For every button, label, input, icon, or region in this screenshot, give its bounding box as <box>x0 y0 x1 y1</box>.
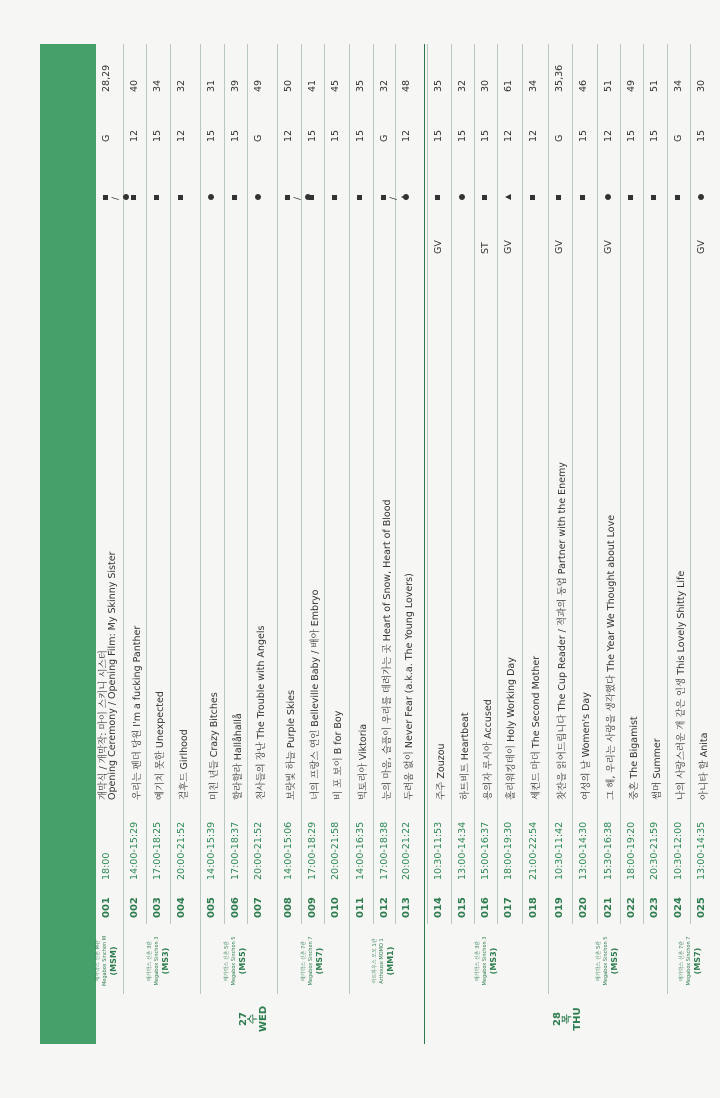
day-day: 27 <box>238 1012 249 1026</box>
rating: G <box>379 134 390 142</box>
screening-code: 025 <box>696 897 707 918</box>
running-time: 13:00-14:34 <box>457 821 468 880</box>
running-time: 18:00 <box>101 852 112 880</box>
subtitle-icons <box>401 194 411 200</box>
running-time: 18:00-19:30 <box>503 821 514 880</box>
running-time: 10:30-11:42 <box>554 821 565 880</box>
event-tag: GV <box>603 240 614 254</box>
page-ref: 34 <box>152 79 163 92</box>
english-subtitle-square-icon <box>651 195 656 200</box>
event-tag: ST <box>480 242 491 254</box>
theater-en: Megabox Sinchon M <box>102 935 108 987</box>
event-tag: GV <box>433 240 444 254</box>
running-time: 17:00-18:25 <box>152 821 163 880</box>
subtitle-icons <box>206 194 216 200</box>
rating: 15 <box>626 129 637 142</box>
row-divider <box>395 44 396 924</box>
page-ref: 41 <box>307 79 318 92</box>
row-divider <box>451 44 452 924</box>
english-subtitle-square-icon <box>285 195 290 200</box>
english-subtitle-square-icon <box>556 195 561 200</box>
english-subtitle-square-icon <box>103 195 108 200</box>
screening-code: 023 <box>649 897 660 918</box>
screening-code: 024 <box>673 897 684 918</box>
page-ref: 49 <box>253 79 264 92</box>
english-subtitle-square-icon <box>435 195 440 200</box>
row-divider <box>349 44 350 924</box>
subtitle-icons <box>696 194 706 200</box>
theater-code: (MS5) <box>237 947 247 975</box>
rating: 12 <box>528 129 539 142</box>
day-divider <box>424 44 425 1044</box>
film-title: 그 해, 우리는 사랑을 생각했다 The Year We Thought about Love <box>606 514 617 800</box>
running-time: 10:30-12:00 <box>673 821 684 880</box>
no-subtitle-triangle-icon <box>505 194 511 200</box>
english-subtitle-square-icon <box>309 195 314 200</box>
page-ref: 32 <box>457 79 468 92</box>
theater-label <box>372 930 396 992</box>
film-title: 빅토리아 Viktoria <box>358 723 369 800</box>
screening-code: 001 <box>101 897 112 918</box>
screening-code: 002 <box>129 897 140 918</box>
running-time: 15:30-16:38 <box>603 821 614 880</box>
screening-code: 010 <box>330 897 341 918</box>
subtitle-icons <box>176 195 186 200</box>
theater-kr: 메가박스 신촌 7관 <box>300 940 307 982</box>
screening-code: 019 <box>554 897 565 918</box>
page-ref: 50 <box>283 79 294 92</box>
rating: G <box>101 134 112 142</box>
event-tag: GV <box>696 240 707 254</box>
row-divider <box>200 44 201 924</box>
film-title: 예기치 못한 Unexpected <box>155 691 166 800</box>
running-time: 14:00-15:06 <box>283 821 294 880</box>
film-title: 여성의 날 Women's Day <box>581 692 592 800</box>
running-time: 13:00-14:35 <box>696 821 707 880</box>
theater-en: Megabox Sinchon 3 <box>153 936 160 986</box>
theater-kr: 메가박스 신촌 M관 <box>95 940 101 982</box>
screening-code: 018 <box>528 897 539 918</box>
subtitle-icons <box>355 195 365 200</box>
film-title: 아니타 할 Anita <box>699 732 710 800</box>
film-title: 너의 프랑스 연인 Belleville Baby / 배아 Embryo <box>310 589 321 800</box>
korean-subtitle-dot-icon <box>698 194 704 200</box>
english-subtitle-square-icon <box>332 195 337 200</box>
screening-code: 015 <box>457 897 468 918</box>
theater-code: (MS5) <box>609 947 619 975</box>
screening-code: 020 <box>578 897 589 918</box>
subtitle-icons <box>307 195 317 200</box>
film-title: 나의 사랑스러운 개 같은 인생 This Lovely Shitty Life <box>676 570 687 800</box>
rating: 12 <box>176 129 187 142</box>
day-weekday: 목 <box>561 1014 573 1024</box>
screening-code: 021 <box>603 897 614 918</box>
theater-en: Megabox Sinchon 5 <box>602 936 609 986</box>
running-time: 20:00-21:52 <box>176 821 187 880</box>
page-ref: 35 <box>433 79 444 92</box>
page-ref: 30 <box>480 79 491 92</box>
english-subtitle-square-icon <box>628 195 633 200</box>
row-divider <box>497 44 498 924</box>
theater-label <box>301 930 325 992</box>
rating: 15 <box>696 129 707 142</box>
rating: 15 <box>457 129 468 142</box>
theater-label <box>224 930 248 992</box>
screening-code: 016 <box>480 897 491 918</box>
english-subtitle-square-icon <box>482 195 487 200</box>
row-divider <box>146 44 147 924</box>
korean-subtitle-dot-icon <box>123 194 129 200</box>
korean-subtitle-dot-icon <box>255 194 261 200</box>
running-time: 21:00-22:54 <box>528 821 539 880</box>
theater-code: (MM1) <box>386 946 395 976</box>
theater-label <box>95 930 119 992</box>
running-time: 20:30-21:59 <box>649 821 660 880</box>
film-title: 비 포 보이 B for Boy <box>333 710 344 800</box>
theater-code: (MS7) <box>692 947 702 975</box>
film-title: 눈의 마음, 슬픔이 우리를 데려가는 곳 Heart of Snow, Heart of Blood <box>382 499 393 800</box>
row-divider <box>548 44 549 924</box>
rating: G <box>253 134 264 142</box>
rating: 12 <box>401 129 412 142</box>
subtitle-icons <box>152 195 162 200</box>
rating: 12 <box>283 129 294 142</box>
rating: 15 <box>152 129 163 142</box>
theater-label <box>147 930 171 992</box>
page-ref: 48 <box>401 79 412 92</box>
day-day: 28 <box>551 1012 563 1026</box>
film-title: 개막식 / 개막작: 마이 스키니 시스터 <box>98 650 109 800</box>
running-time: 14:00-15:29 <box>129 821 140 880</box>
film-title: 미친 년들 Crazy Bitches <box>209 692 220 800</box>
screening-code: 011 <box>355 897 366 918</box>
subtitle-icons <box>503 194 513 200</box>
rating: 15 <box>355 129 366 142</box>
subtitle-icons <box>457 194 467 200</box>
page-ref: 35 <box>355 79 366 92</box>
row-divider <box>690 44 691 924</box>
rating: 15 <box>480 129 491 142</box>
screening-code: 013 <box>401 897 412 918</box>
page-ref: 61 <box>503 79 514 92</box>
row-divider <box>427 44 428 924</box>
event-tag: GV <box>503 240 514 254</box>
row-divider <box>572 44 573 924</box>
film-title-english: Opening Ceremony / Opening Film: My Skinny Sister <box>107 551 118 800</box>
page-ref: 32 <box>379 79 390 92</box>
page-ref: 51 <box>649 79 660 92</box>
day-eng: WED <box>258 1005 269 1032</box>
subtitle-icons <box>230 195 240 200</box>
subtitle-separator: / <box>293 196 303 200</box>
running-time: 14:00-15:39 <box>206 821 217 880</box>
page-ref: 40 <box>129 79 140 92</box>
running-time: 17:00-18:37 <box>230 821 241 880</box>
screening-code: 005 <box>206 897 217 918</box>
subtitle-icons <box>253 194 263 200</box>
theater-code: (MSM) <box>109 946 118 976</box>
screening-code: 008 <box>283 897 294 918</box>
theater-kr: 메가박스 신촌 7관 <box>678 940 685 982</box>
event-tag: GV <box>554 240 565 254</box>
film-title: 하트비트 Heartbeat <box>460 712 471 800</box>
screening-code: 004 <box>176 897 187 918</box>
subtitle-icons <box>480 195 490 200</box>
running-time: 20:00-21:22 <box>401 821 412 880</box>
screening-code: 007 <box>253 897 264 918</box>
day-label <box>239 1006 269 1032</box>
row-divider <box>324 44 325 924</box>
row-divider <box>643 44 644 924</box>
film-title: 썸머 Summer <box>652 738 663 800</box>
theater-kr: 메가박스 신촌 5관 <box>223 940 230 982</box>
korean-subtitle-dot-icon <box>403 194 409 200</box>
theater-code: (MS7) <box>314 947 324 975</box>
english-subtitle-square-icon <box>232 195 237 200</box>
page-ref: 31 <box>206 79 217 92</box>
rating: 15 <box>578 129 589 142</box>
film-title: 중혼 The Bigamist <box>629 716 640 800</box>
subtitle-icons <box>330 195 340 200</box>
screening-code: 009 <box>307 897 318 918</box>
theater-en: Megabox Sinchon 3 <box>481 936 488 986</box>
row-divider <box>620 44 621 924</box>
row-divider <box>667 44 668 924</box>
day-weekday: 수 <box>248 1014 259 1024</box>
running-time: 15:00-16:37 <box>480 821 491 880</box>
theater-label <box>475 930 499 992</box>
subtitle-separator: / <box>111 196 121 200</box>
theater-label <box>596 930 620 992</box>
english-subtitle-square-icon <box>178 195 183 200</box>
theater-en: Megabox Sinchon 7 <box>685 936 692 986</box>
page-ref: 35,36 <box>554 64 565 92</box>
page-ref: 28,29 <box>101 64 112 92</box>
korean-subtitle-dot-icon <box>459 194 465 200</box>
rating: 15 <box>230 129 241 142</box>
subtitle-icons <box>528 195 538 200</box>
page-ref: 30 <box>696 79 707 92</box>
page-ref: 46 <box>578 79 589 92</box>
running-time: 13:00-14:30 <box>578 821 589 880</box>
row-divider <box>301 44 302 924</box>
rating: 15 <box>433 129 444 142</box>
film-title: 우리는 펜더 당원 I'm a fucking Panther <box>132 625 143 800</box>
subtitle-icons <box>101 194 131 200</box>
subtitle-icons <box>554 195 564 200</box>
theater-kr: 메가박스 신촌 5관 <box>595 940 602 982</box>
running-time: 20:00-21:52 <box>253 821 264 880</box>
rating: 15 <box>649 129 660 142</box>
film-title: 세컨드 마더 The Second Mother <box>531 655 542 800</box>
subtitle-icons <box>649 195 659 200</box>
subtitle-icons <box>603 194 613 200</box>
table-header <box>40 44 96 1044</box>
film-title: 홀리워킹데이 Holy Working Day <box>506 657 517 800</box>
film-title: 용의자 루시아 Accused <box>483 699 494 800</box>
film-title: 주주 Zouzou <box>436 743 447 800</box>
page-ref: 49 <box>626 79 637 92</box>
screening-code: 006 <box>230 897 241 918</box>
day-label <box>553 1006 583 1032</box>
running-time: 18:00-19:20 <box>626 821 637 880</box>
film-title: 보랏빛 하늘 Purple Skies <box>286 690 297 800</box>
english-subtitle-square-icon <box>357 195 362 200</box>
screening-code: 022 <box>626 897 637 918</box>
row-divider <box>373 44 374 924</box>
theater-en: Megabox Sinchon 7 <box>307 936 314 986</box>
subtitle-separator: / <box>389 196 399 200</box>
english-subtitle-square-icon <box>580 195 585 200</box>
theater-kr: 아트하우스 모모 1관 <box>372 938 378 984</box>
rating: 12 <box>503 129 514 142</box>
page-ref: 34 <box>528 79 539 92</box>
film-title: 할라할라 Hallåhallå <box>233 713 244 800</box>
theater-code: (MS3) <box>160 947 170 975</box>
row-divider <box>474 44 475 924</box>
page-ref: 32 <box>176 79 187 92</box>
film-title: 두려움 없이 Never Fear (a.k.a. The Young Lovers) <box>404 573 415 800</box>
theater-kr: 메가박스 신촌 3관 <box>146 940 153 982</box>
row-divider <box>170 44 171 924</box>
film-title: 천사들의 장난 The Trouble with Angels <box>256 625 267 800</box>
running-time: 14:00-16:35 <box>355 821 366 880</box>
screening-code: 012 <box>379 897 390 918</box>
row-divider <box>224 44 225 924</box>
theater-label <box>679 930 703 992</box>
day-eng: THU <box>571 1007 583 1031</box>
page-ref: 34 <box>673 79 684 92</box>
rating: G <box>554 134 565 142</box>
english-subtitle-square-icon <box>154 195 159 200</box>
theater-kr: 메가박스 신촌 3관 <box>474 940 481 982</box>
row-divider <box>277 44 278 924</box>
row-divider <box>247 44 248 924</box>
row-divider <box>522 44 523 924</box>
subtitle-icons <box>578 195 588 200</box>
running-time: 20:00-21:58 <box>330 821 341 880</box>
subtitle-icons <box>129 195 139 200</box>
row-divider <box>123 44 124 924</box>
english-subtitle-square-icon <box>381 195 386 200</box>
rating: 12 <box>603 129 614 142</box>
theater-en: Arthouse MOMO 1 <box>379 938 385 984</box>
korean-subtitle-dot-icon <box>208 194 214 200</box>
running-time: 17:00-18:38 <box>379 821 390 880</box>
page-ref: 39 <box>230 79 241 92</box>
row-divider <box>597 44 598 924</box>
rating: 15 <box>330 129 341 142</box>
rating: 15 <box>206 129 217 142</box>
film-title: 걸후드 Girlhood <box>179 729 190 800</box>
english-subtitle-square-icon <box>675 195 680 200</box>
theater-en: Megabox Sinchon 5 <box>230 936 237 986</box>
screening-code: 003 <box>152 897 163 918</box>
theater-code: (MS3) <box>488 947 498 975</box>
rating: 12 <box>129 129 140 142</box>
schedule-table <box>40 44 710 1044</box>
page-ref: 51 <box>603 79 614 92</box>
film-title: 찻잔을 읽어드립니다 The Cup Reader / 적과의 동업 Partner with the Enemy <box>557 462 568 800</box>
running-time: 10:30-11:53 <box>433 821 444 880</box>
running-time: 17:00-18:29 <box>307 821 318 880</box>
rating: 15 <box>307 129 318 142</box>
korean-subtitle-dot-icon <box>605 194 611 200</box>
english-subtitle-square-icon <box>530 195 535 200</box>
screening-code: 014 <box>433 897 444 918</box>
english-subtitle-square-icon <box>131 195 136 200</box>
subtitle-icons <box>673 195 683 200</box>
subtitle-icons <box>626 195 636 200</box>
rating: G <box>673 134 684 142</box>
screening-code: 017 <box>503 897 514 918</box>
page-ref: 45 <box>330 79 341 92</box>
subtitle-icons <box>433 195 443 200</box>
